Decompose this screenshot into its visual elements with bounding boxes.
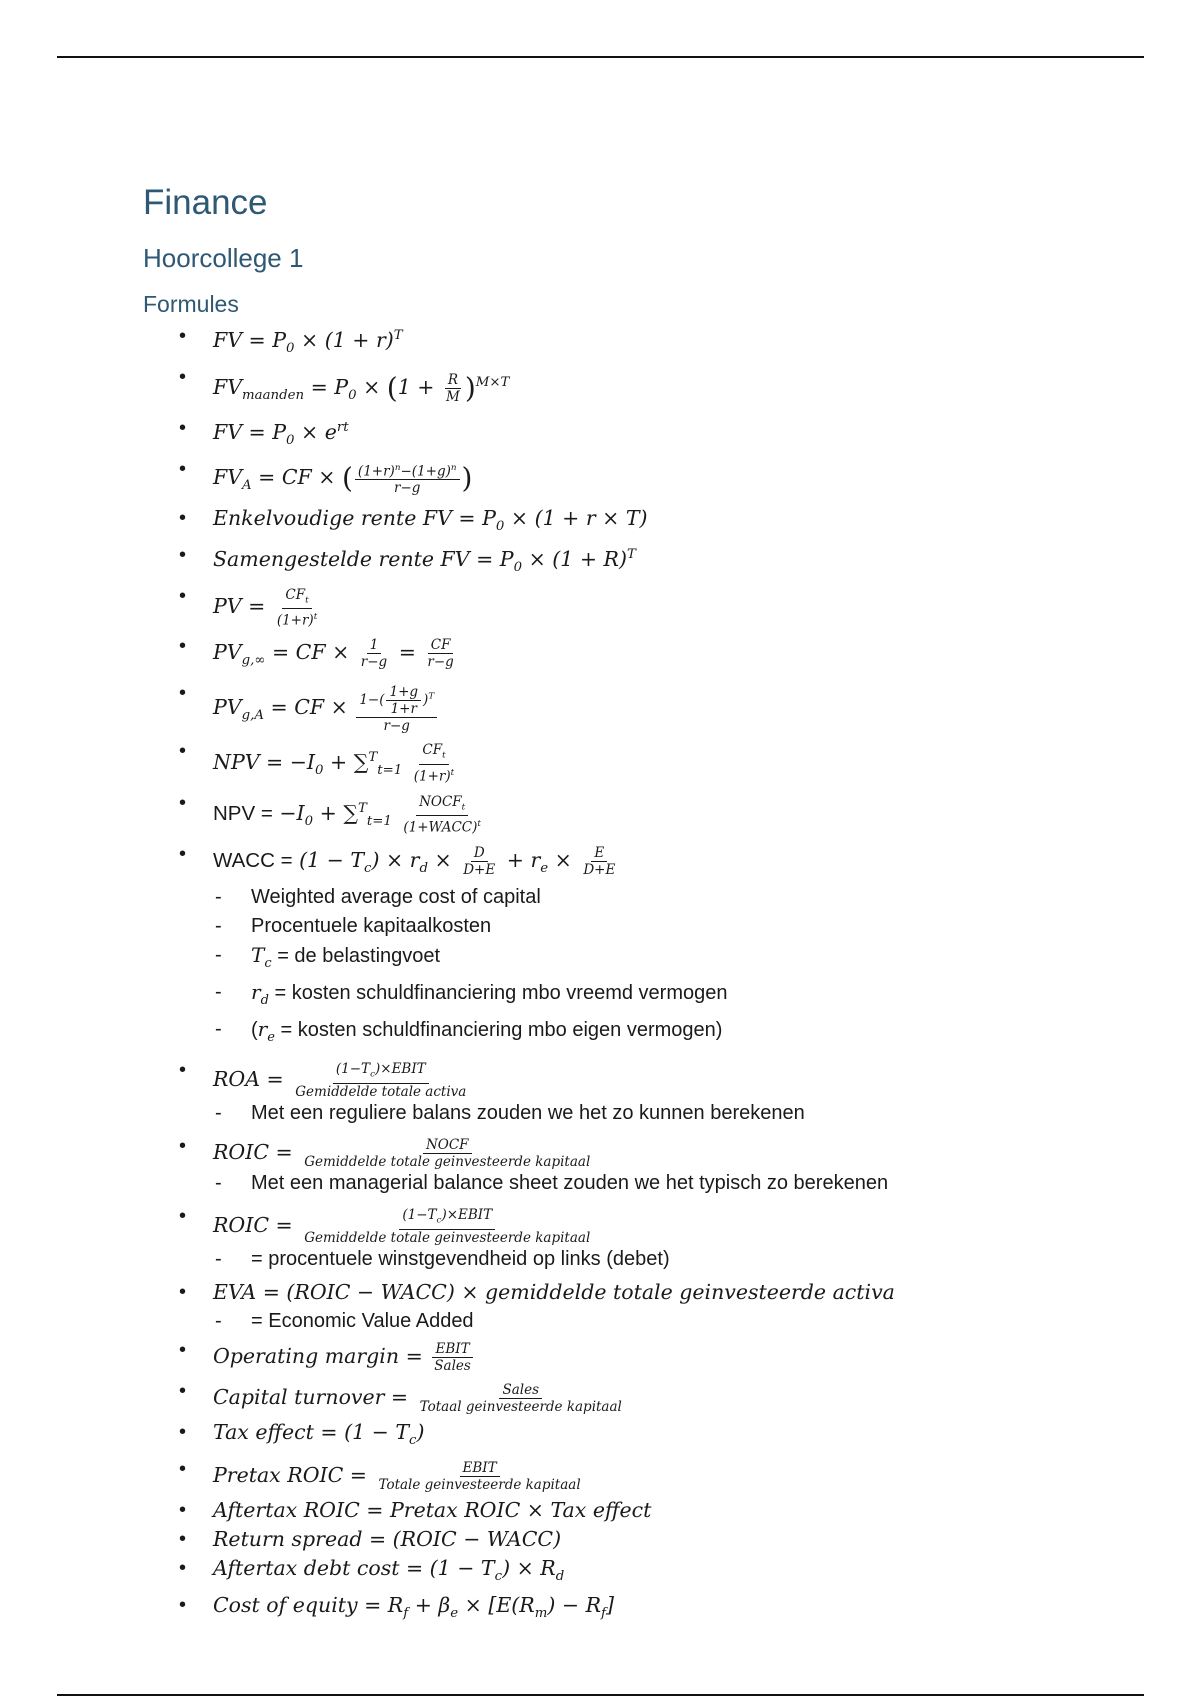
note-item: - $r_d$ = kosten schuldfinanciering mbo vreemd vermogen <box>143 978 1143 1015</box>
subsection-heading: Formules <box>143 291 239 317</box>
formula-eva: • EVA = (ROIC − WACC) × gemiddelde totale geinvesteerde activa - = Economic Value Added <box>143 1278 1143 1336</box>
note-text: = kosten schuldfinanciering mbo eigen vermogen) <box>280 1019 723 1042</box>
roic-ebit-notes <box>213 1245 1143 1274</box>
formula-operating-margin: • Operating margin = $\frac{\text{EBIT}}{\text{Sales}}$ <box>143 1336 1143 1377</box>
formula-return-spread: • Return spread = (ROIC − WACC) <box>143 1525 1143 1554</box>
formula-fv-continuous: • FV = $P_0 \times e^{rt}$ <box>143 414 1143 455</box>
formula-enkelvoudige-rente: • Enkelvoudige rente FV = $P_0 \times (1 + r \times T)$ <box>143 504 1143 541</box>
note-item: - Procentuele kapitaalkosten <box>143 912 1143 941</box>
formula-npv: • NPV = $-I_0 + \sum^T_{t=1}$ $\frac{CF_t}{(1+r)^t}$ <box>143 737 1143 789</box>
formula-pv-annuity: • $PV_{g,A}$ = CF × 1−( $\frac{1+g}{1+r}$ )$^T$ r−g <box>143 679 1143 737</box>
formula-list <box>143 322 1143 1628</box>
formula-pv-perpetuity: • $PV_{g,\infty}$ = CF × $\frac{1}{r-g}$ = $\frac{CF}{r-g}$ <box>143 632 1143 679</box>
formula-fv-annuity: • $FV_A$ = CF × ( $\frac{(1+r)^n-(1+g)^n}{r-g}$ ) <box>143 455 1143 504</box>
formula-capital-turnover: • Capital turnover = $\frac{\text{Sales}}{\text{Totaal geinvesteerde kapitaal}}$ <box>143 1377 1143 1418</box>
section-heading: Hoorcollege 1 <box>143 243 304 273</box>
note-item: - ($r_e$ = kosten schuldfinanciering mbo eigen vermogen) <box>143 1015 1143 1052</box>
note-item: - = procentuele winstgevendheid op links (debet) <box>143 1245 1143 1274</box>
bottom-rule <box>57 1694 1144 1696</box>
note-item: - = Economic Value Added <box>143 1307 1143 1336</box>
roic-notes <box>213 1169 1143 1198</box>
note-item: - $T_c$ = de belastingvoet <box>143 941 1143 978</box>
formula-tax-effect: • Tax effect = $(1 - T_c)$ <box>143 1418 1143 1455</box>
formula-cost-of-equity: • Cost of equity = $R_f + \beta_e \times [E(R_m) - R_f]$ <box>143 1591 1143 1628</box>
roa-notes <box>213 1099 1143 1128</box>
formula-pv: • PV = $\frac{CF_t}{(1+r)^t}$ <box>143 582 1143 632</box>
document-body <box>143 180 1143 1628</box>
eva-notes <box>213 1307 1143 1336</box>
wacc-notes <box>213 883 1143 1052</box>
formula-roic-nocf: • ROIC = $\frac{\text{NOCF}}{\text{Gemiddelde totale geinvesteerde kapitaal}}$ - Met een managerial balance sheet zouden we het typisch zo berekenen <box>143 1132 1143 1202</box>
top-rule <box>57 56 1144 58</box>
formula-samengestelde-rente: • Samengestelde rente FV = $P_0 \times (1 + R)^T$ <box>143 541 1143 582</box>
page-title: Finance <box>143 183 268 222</box>
formula-npv-wacc: • NPV = $-I_0 + \sum^T_{t=1}$ $\frac{NOCF_t}{(1+WACC)^t}$ <box>143 789 1143 841</box>
formula-fv-maanden: • $FV_{maanden} = P_0 \times (1$ + $\frac{R}{M}$ )$^{M\times T}$ <box>143 363 1143 414</box>
formula-roa: • ROA = $\frac{(1-T_c)\times EBIT}{\text{Gemiddelde totale activa}}$ - Met een reguliere balans zouden we het zo kunnen berekenen <box>143 1056 1143 1132</box>
formula-pretax-roic: • Pretax ROIC = $\frac{\text{EBIT}}{\text{Totale geinvesteerde kapitaal}}$ <box>143 1455 1143 1496</box>
note-item: - Weighted average cost of capital <box>143 883 1143 912</box>
formula-aftertax-debt-cost: • Aftertax debt $\cos t = (1 - T_c) \times R_d$ <box>143 1554 1143 1591</box>
note-item: - Met een reguliere balans zouden we het zo kunnen berekenen <box>143 1099 1143 1128</box>
formula-wacc: • WACC = $(1 - T_c) \times r_d$ × $\frac{D}{D+E}$ + $r_e$ × $\frac{E}{D+E}$ - Weighted average cost of capital - Procentuele kapitaalkosten - $T_c$ = de belastingvoet - $r_d$ = kosten schuldfinanciering mbo vreemd vermogen - ($r_e$ = kosten schuldfinanciering mbo eigen vermogen) <box>143 840 1143 1056</box>
note-text: = kosten schuldfinanciering mbo vreemd vermogen <box>274 982 728 1005</box>
formula-roic-ebit: • ROIC = $\frac{(1-T_c)\times EBIT}{\text{Gemiddelde totale geinvesteerde kapitaal}}$ - = procentuele winstgevendheid op links (debet) <box>143 1202 1143 1278</box>
formula-fv: • FV = $P_0 \times (1 + r)^T$ <box>143 322 1143 363</box>
note-text: = de belastingvoet <box>277 945 441 968</box>
note-item: - Met een managerial balance sheet zouden we het typisch zo berekenen <box>143 1169 1143 1198</box>
formula-aftertax-roic: • Aftertax ROIC = Pretax ROIC × Tax effect <box>143 1496 1143 1525</box>
